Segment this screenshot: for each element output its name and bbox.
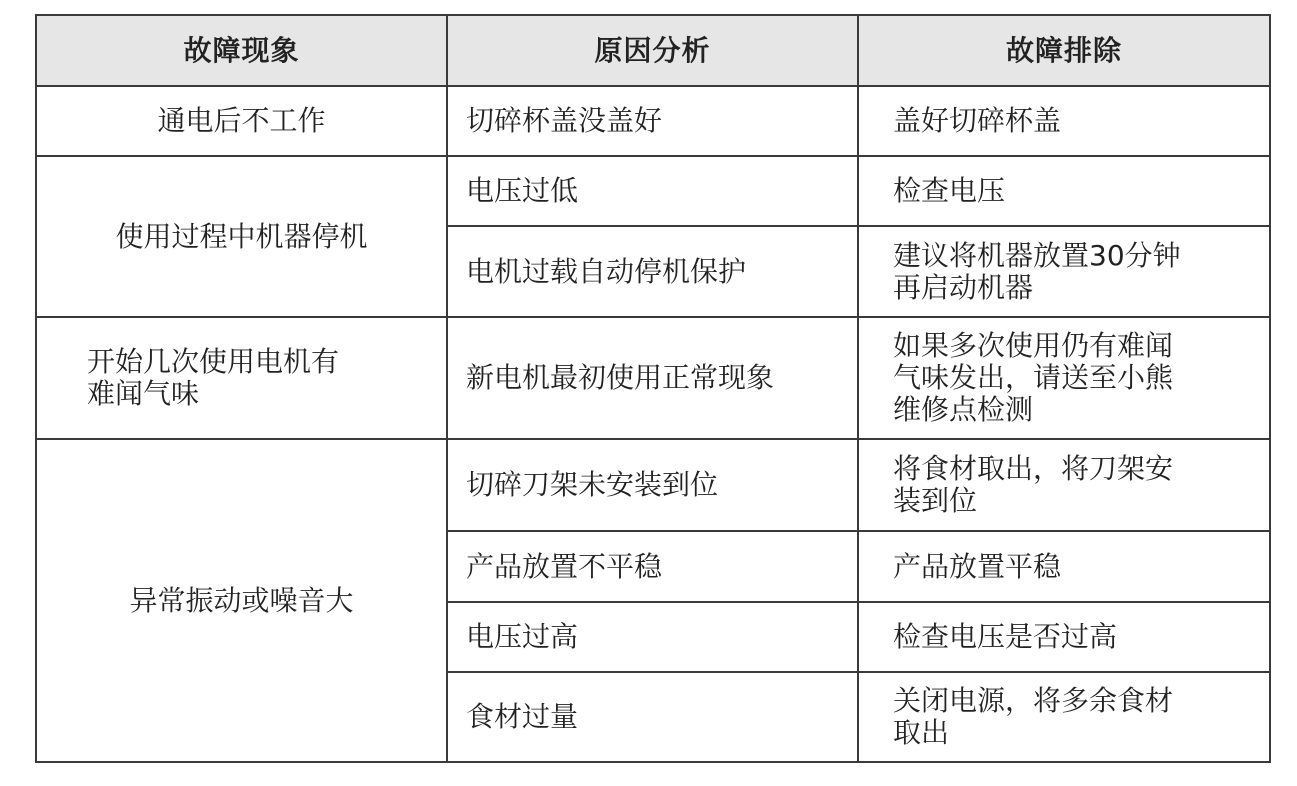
cause-cell: 电机过载自动停机保护 xyxy=(447,226,858,317)
remedy-cell xyxy=(858,602,1270,672)
remedy-line: 取出 xyxy=(893,716,950,749)
header-remedy: 故障排除 xyxy=(858,15,1270,86)
remedy-line: 产品放置平稳 xyxy=(893,549,1062,583)
remedy-cell xyxy=(858,86,1270,156)
table-row xyxy=(36,156,1270,226)
remedy-line: 维修点检测 xyxy=(893,393,1034,426)
remedy-line: 检查电压 xyxy=(893,174,1006,207)
remedy-line: 盖好切碎杯盖 xyxy=(893,104,1062,137)
remedy-cell xyxy=(858,531,1270,602)
remedy-line: 关闭电源，将多余食材 xyxy=(893,684,1174,717)
cause-cell: 产品放置不平稳 xyxy=(447,531,858,602)
cause-cell: 切碎刀架未安装到位 xyxy=(447,439,858,531)
remedy-cell xyxy=(858,156,1270,226)
table-row xyxy=(36,439,1270,531)
header-cause: 原因分析 xyxy=(447,15,858,86)
cause-cell: 电压过低 xyxy=(447,156,858,226)
symptom-line: 难闻气味 xyxy=(87,377,200,410)
remedy-line: 装到位 xyxy=(893,484,978,517)
remedy-line: 检查电压是否过高 xyxy=(893,620,1118,653)
remedy-cell xyxy=(858,672,1270,762)
remedy-line: 气味发出，请送至小熊 xyxy=(893,361,1174,394)
symptom-cell: 使用过程中机器停机 xyxy=(36,156,447,317)
header-symptom: 故障现象 xyxy=(36,15,447,86)
header-row xyxy=(36,15,1270,86)
cause-cell: 食材过量 xyxy=(447,672,858,762)
symptom-cell xyxy=(36,317,447,439)
troubleshooting-table xyxy=(35,14,1271,763)
cause-cell: 新电机最初使用正常现象 xyxy=(447,317,858,439)
remedy-line: 如果多次使用仍有难闻 xyxy=(893,329,1174,362)
symptom-cell: 通电后不工作 xyxy=(36,86,447,156)
table-row xyxy=(36,317,1270,439)
remedy-line: 建议将机器放置30分钟 xyxy=(893,238,1181,272)
symptom-cell: 异常振动或噪音大 xyxy=(36,439,447,762)
cause-cell: 电压过高 xyxy=(447,602,858,672)
remedy-cell xyxy=(858,317,1270,439)
table-row xyxy=(36,86,1270,156)
remedy-cell xyxy=(858,226,1270,317)
symptom-line: 开始几次使用电机有 xyxy=(87,345,340,378)
remedy-cell xyxy=(858,439,1270,531)
remedy-line: 再启动机器 xyxy=(893,270,1034,304)
cause-cell: 切碎杯盖没盖好 xyxy=(447,86,858,156)
remedy-line: 将食材取出，将刀架安 xyxy=(893,452,1174,485)
